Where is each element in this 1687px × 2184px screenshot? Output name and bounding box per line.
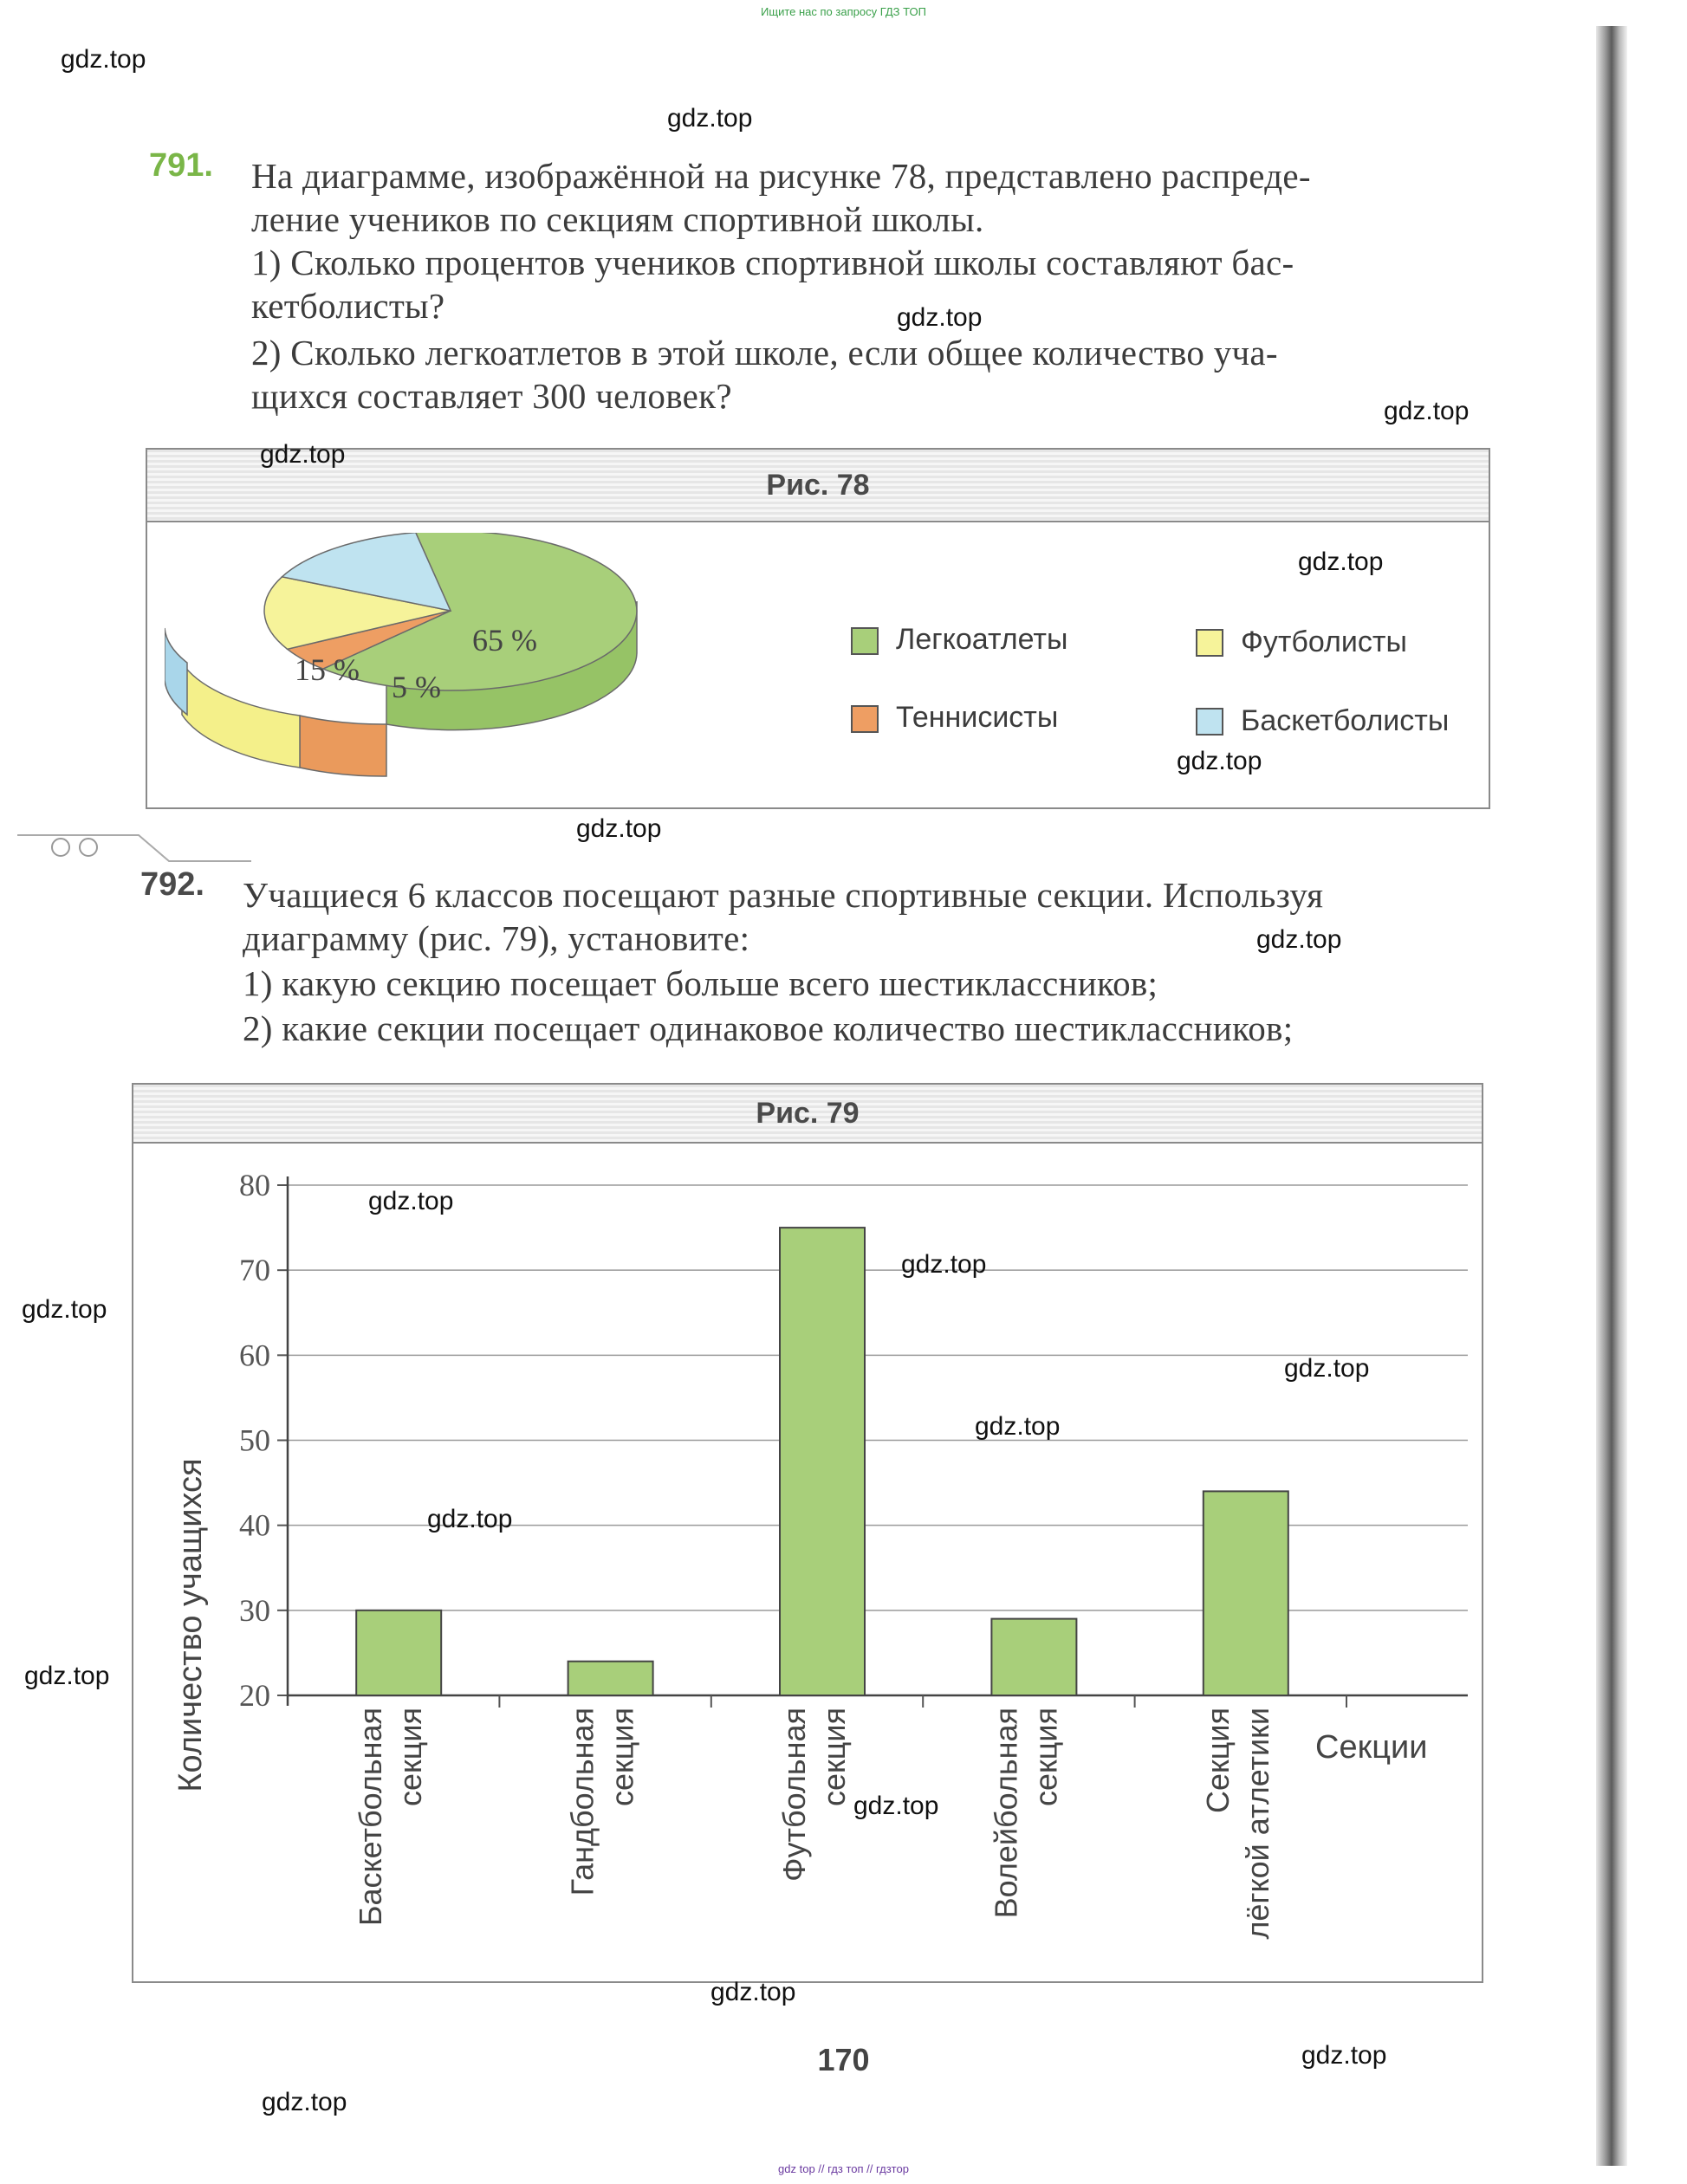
y-tick-label: 70: [239, 1253, 270, 1288]
watermark: gdz.top: [975, 1412, 1061, 1441]
y-tick-label: 50: [239, 1423, 270, 1458]
y-axis-label: Количество учащихся: [172, 1458, 209, 1792]
legend-label-basketball: Баскетболисты: [1241, 704, 1450, 737]
y-tick-label: 30: [239, 1592, 270, 1628]
legend-label-tennis: Теннисисты: [896, 701, 1059, 734]
x-category-label: секция: [1028, 1708, 1064, 1806]
x-category-label: секция: [816, 1708, 852, 1806]
x-category-label: секция: [393, 1708, 429, 1806]
x-category-label: Секция: [1199, 1708, 1236, 1813]
legend-swatch-football: [1196, 629, 1223, 657]
watermark: gdz.top: [262, 2088, 347, 2116]
x-category-label: Футбольная: [776, 1708, 812, 1882]
watermark: gdz.top: [897, 303, 983, 332]
problem-791-number: 791.: [149, 147, 213, 184]
x-category-label: Волейбольная: [988, 1708, 1024, 1919]
watermark: gdz.top: [1177, 747, 1262, 775]
section-divider: [17, 818, 251, 870]
watermark: gdz.top: [368, 1187, 454, 1215]
text-line: 1) Сколько процентов учеников спортивной школы составляют бас-: [251, 243, 1294, 282]
watermark: gdz.top: [22, 1295, 107, 1324]
pie-side-football: [182, 663, 300, 768]
text-line: На диаграмме, изображённой на рисунке 78, представлено распреде-: [251, 156, 1311, 196]
watermark: gdz.top: [24, 1662, 110, 1690]
watermark: gdz.top: [710, 1978, 796, 2006]
text-line: ление учеников по секциям спортивной школы.: [251, 199, 984, 239]
legend-swatch-basketball: [1196, 708, 1223, 736]
watermark: gdz.top: [260, 440, 346, 469]
bar: [356, 1610, 441, 1695]
text-line: Учащиеся 6 классов посещают разные спортивные секции. Используя: [243, 875, 1324, 915]
legend-label-athletes: Легкоатлеты: [896, 623, 1068, 656]
bar: [780, 1228, 865, 1695]
x-category-label: Баскетбольная: [353, 1708, 389, 1927]
watermark: gdz.top: [576, 814, 662, 843]
problem-792-number: 792.: [140, 866, 204, 903]
footer-note: gdz top // гдз топ // гдзтор: [778, 2162, 909, 2175]
figure-79: [132, 1083, 1483, 1983]
text-line: 2) Сколько легкоатлетов в этой школе, если общее количество уча-: [251, 333, 1278, 373]
text-line: щихся составляет 300 человек?: [251, 376, 732, 416]
watermark: gdz.top: [667, 104, 753, 133]
bar: [568, 1662, 653, 1695]
bar-chart: [133, 1144, 1482, 1980]
watermark: gdz.top: [1301, 2041, 1387, 2070]
figure-78-caption: Рис. 78: [147, 450, 1489, 522]
bar: [1204, 1491, 1288, 1695]
legend-swatch-tennis: [851, 705, 879, 733]
watermark: gdz.top: [1298, 548, 1384, 576]
pie-side-tennis: [300, 716, 386, 776]
watermark: gdz.top: [427, 1505, 513, 1533]
x-category-label: лёгкой атлетики: [1239, 1708, 1275, 1940]
page-number: 170: [817, 2042, 870, 2077]
watermark: gdz.top: [1284, 1354, 1370, 1383]
text-line: диаграмму (рис. 79), установите:: [243, 918, 750, 958]
pie-label-tennis: 5 %: [392, 670, 441, 704]
x-axis-label: Секции: [1315, 1729, 1428, 1766]
text-line: 2) какие секции посещает одинаковое количество шестиклассников;: [243, 1008, 1294, 1048]
figure-79-caption: Рис. 79: [133, 1085, 1482, 1144]
y-tick-label: 80: [239, 1168, 270, 1202]
y-tick-label: 40: [239, 1507, 270, 1543]
watermark: gdz.top: [853, 1792, 939, 1820]
pie-side-basketball: [165, 628, 187, 715]
pie-chart: [165, 533, 650, 793]
book-spine-shadow: [1596, 26, 1627, 2166]
x-category-label: секция: [604, 1708, 640, 1806]
watermark: gdz.top: [1256, 925, 1342, 954]
watermark: gdz.top: [61, 45, 146, 74]
x-category-label: Гандбольная: [564, 1708, 600, 1896]
figure-78: [146, 448, 1490, 809]
legend-label-football: Футболисты: [1241, 625, 1407, 658]
pie-label-athletes: 65 %: [472, 623, 537, 658]
legend-swatch-athletes: [851, 627, 879, 655]
text-line: кетболисты?: [251, 286, 445, 326]
text-line: 1) какую секцию посещает больше всего шестиклассников;: [243, 963, 1158, 1003]
top-note: Ищите нас по запросу ГДЗ ТОП: [761, 5, 926, 18]
bar: [991, 1619, 1076, 1695]
y-tick-label: 60: [239, 1338, 270, 1373]
y-tick-label: 20: [239, 1678, 270, 1713]
watermark: gdz.top: [1384, 397, 1470, 425]
pie-label-football: 15 %: [295, 652, 360, 687]
watermark: gdz.top: [901, 1250, 987, 1279]
